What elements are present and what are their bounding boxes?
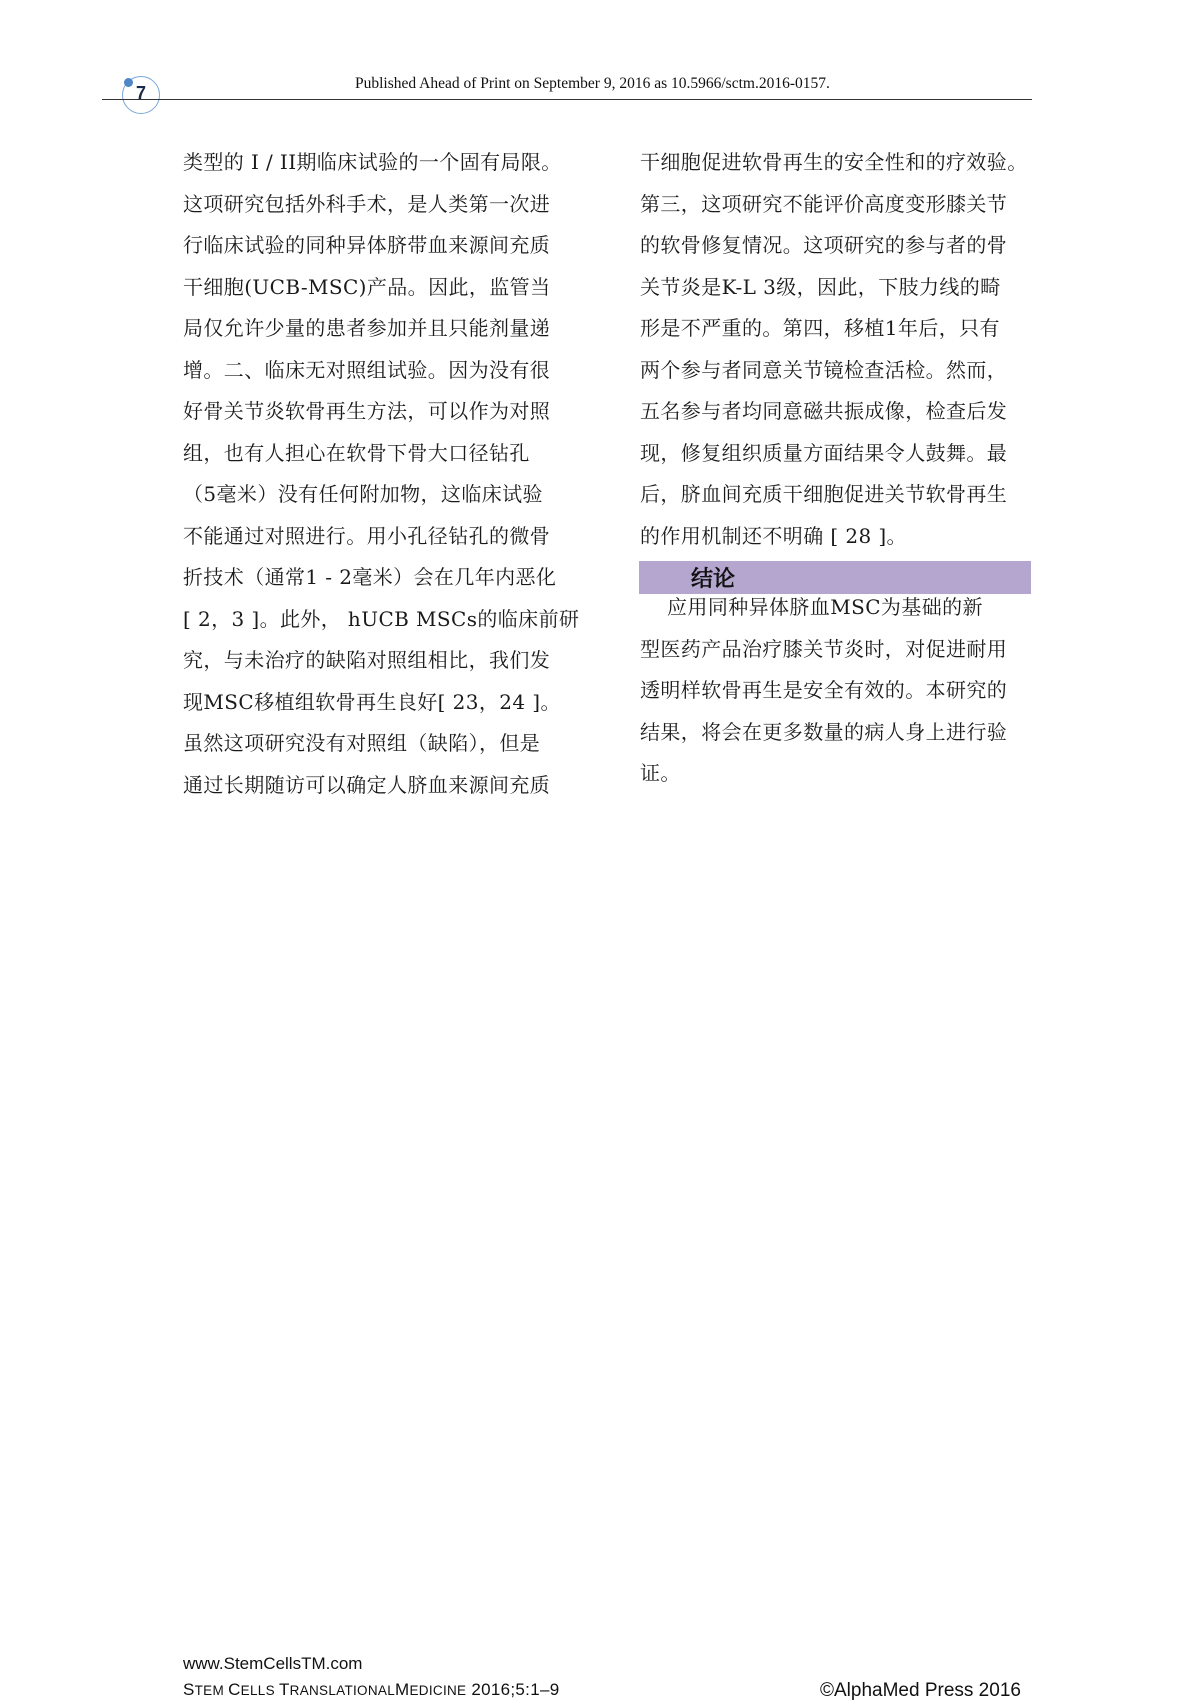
text-line: 现，修复组织质量方面结果令人鼓舞。最 [640,440,1008,465]
text-line: 证。 [640,761,681,785]
header-divider [102,99,1032,100]
text-line: 类型的 I / II期临床试验的一个固有局限。 [183,150,562,174]
footer-journal: STEM CELLS TRANSLATIONALMEDICINE 2016;5:1–9 [183,1680,560,1699]
text-line: 增。二、临床无对照组试验。因为没有很 [183,357,551,382]
text-line: 结果，将会在更多数量的病人身上进行验 [640,719,1008,744]
text-line: 第三，这项研究不能评价高度变形膝关节 [640,191,1008,216]
text-line: 型医药产品治疗膝关节炎时，对促进耐用 [640,636,1008,661]
text-line: 的作用机制还不明确 [ 28 ]。 [640,523,907,548]
text-line: 这项研究包括外科手术，是人类第一次进 [183,191,551,216]
footer-journal-citation: 2016;5:1–9 [466,1680,560,1699]
badge-dot-icon [124,78,133,87]
text-line: 两个参与者同意关节镜检查活检。然而， [640,357,1008,382]
text-line: 局仅允许少量的患者参加并且只能剂量递 [183,316,551,340]
text-line: 折技术（通常1 - 2毫米）会在几年内恶化 [183,565,557,589]
page-number-badge [122,76,160,114]
text-line: 好骨关节炎软骨再生方法，可以作为对照 [183,399,551,423]
text-line: 通过长期随访可以确定人脐血来源间充质 [183,772,551,797]
text-line: 现MSC移植组软骨再生良好[ 23，24 ]。 [183,689,561,714]
conclusion-heading: 结论 [691,567,736,592]
footer-url: www.StemCellsTM.com [183,1654,363,1673]
text-line: 应用同种异体脐血MSC为基础的新 [640,595,983,619]
right-column [640,142,1060,557]
text-line: 关节炎是K-L 3级，因此，下肢力线的畸 [640,274,1001,299]
text-line: [ 2，3 ]。此外， hUCB MSCs的临床前研 [183,606,580,631]
text-line: 虽然这项研究没有对照组（缺陷），但是 [183,731,541,755]
text-line: 后，脐血间充质干细胞促进关节软骨再生 [640,482,1008,506]
text-line: 组，也有人担心在软骨下骨大口径钻孔 [183,440,530,465]
text-line: （5毫米）没有任何附加物，这临床试验 [183,482,543,506]
page-number: 7 [136,83,147,103]
text-line: 的软骨修复情况。这项研究的参与者的骨 [640,233,1008,257]
footer-copyright: ©AlphaMed Press 2016 [820,1680,1021,1701]
text-line: 透明样软骨再生是安全有效的。本研究的 [640,678,1008,702]
text-line: 五名参与者均同意磁共振成像，检查后发 [640,399,1008,423]
text-line: 干细胞促进软骨再生的安全性和的疗效验。 [640,150,1028,174]
text-line: 究，与未治疗的缺陷对照组相比，我们发 [183,648,551,672]
left-column [183,142,583,806]
publication-note: Published Ahead of Print on September 9, 2016 as 10.5966/sctm.2016-0157. [355,75,830,92]
conclusion-body [640,587,1060,795]
text-line: 行临床试验的同种异体脐带血来源间充质 [183,233,551,257]
text-line: 不能通过对照进行。用小孔径钻孔的微骨 [183,523,551,548]
text-line: 干细胞(UCB-MSC)产品。因此，监管当 [183,274,551,299]
text-line: 形是不严重的。第四，移植1年后，只有 [640,316,1000,340]
